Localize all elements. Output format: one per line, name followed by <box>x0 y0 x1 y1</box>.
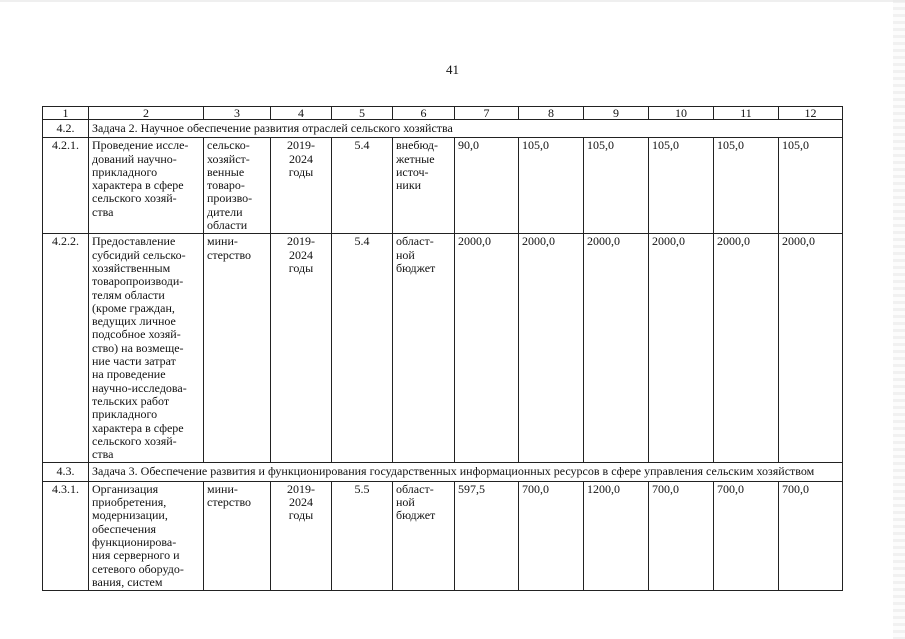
table-row <box>43 481 843 590</box>
column-number: 10 <box>649 107 714 120</box>
column-number: 1 <box>43 107 89 120</box>
scan-right-edge <box>893 0 905 639</box>
value-cell: 105,0 <box>649 138 714 234</box>
task-row <box>43 463 843 481</box>
executor: мини- стерство <box>204 481 271 590</box>
task-title: Задача 3. Обеспечение развития и функционирования государственных информационных ресурсов в сфере управления сельским хозяйством <box>89 463 843 481</box>
funding-source: внебюд- жетные источ- ники <box>393 138 455 234</box>
value-cell: 700,0 <box>779 481 843 590</box>
column-number: 11 <box>714 107 779 120</box>
value-cell: 1200,0 <box>584 481 649 590</box>
period: 2019- 2024 годы <box>271 138 332 234</box>
executor: сельско- хозяйст- венные товаро- произво- дители области <box>204 138 271 234</box>
row-number: 4.2. <box>43 120 89 138</box>
column-number: 6 <box>393 107 455 120</box>
measure-name: Организация приобретения, модернизации, обеспечения функционирова- ния серверного и сетевого оборудо- вания, систем <box>89 481 204 590</box>
column-number: 5 <box>332 107 393 120</box>
task-title: Задача 2. Научное обеспечение развития отраслей сельского хозяйства <box>89 120 843 138</box>
measure-name: Предоставление субсидий сельско- хозяйственным товаропроизводи- телям области (кроме граждан, ведущих личное подсобное хозяй- ство) на возмеще- ние части затрат на проведение научно-исследова- тельских работ прикладного характера в сфере сельского хозяй- ства <box>89 234 204 463</box>
value-cell: 105,0 <box>779 138 843 234</box>
value-cell: 90,0 <box>455 138 519 234</box>
table-row <box>43 138 843 234</box>
column-number: 12 <box>779 107 843 120</box>
task-row <box>43 120 843 138</box>
measure-name: Проведение иссле- дований научно- прикладного характера в сфере сельского хозяй- ства <box>89 138 204 234</box>
column-number: 8 <box>519 107 584 120</box>
indicator-code: 5.4 <box>332 138 393 234</box>
row-number: 4.2.2. <box>43 234 89 463</box>
column-number-row <box>43 107 843 120</box>
column-number: 2 <box>89 107 204 120</box>
period: 2019- 2024 годы <box>271 234 332 463</box>
value-cell: 105,0 <box>584 138 649 234</box>
value-cell: 597,5 <box>455 481 519 590</box>
value-cell: 700,0 <box>714 481 779 590</box>
value-cell: 700,0 <box>519 481 584 590</box>
period: 2019- 2024 годы <box>271 481 332 590</box>
program-table <box>42 106 843 591</box>
page-number: 41 <box>446 62 459 77</box>
column-number: 7 <box>455 107 519 120</box>
table-row <box>43 234 843 463</box>
column-number: 3 <box>204 107 271 120</box>
column-number: 4 <box>271 107 332 120</box>
executor: мини- стерство <box>204 234 271 463</box>
column-number: 9 <box>584 107 649 120</box>
value-cell: 2000,0 <box>649 234 714 463</box>
funding-source: област- ной бюджет <box>393 234 455 463</box>
value-cell: 2000,0 <box>584 234 649 463</box>
funding-source: област- ной бюджет <box>393 481 455 590</box>
value-cell: 2000,0 <box>714 234 779 463</box>
value-cell: 2000,0 <box>779 234 843 463</box>
row-number: 4.3.1. <box>43 481 89 590</box>
row-number: 4.2.1. <box>43 138 89 234</box>
value-cell: 700,0 <box>649 481 714 590</box>
value-cell: 105,0 <box>714 138 779 234</box>
value-cell: 2000,0 <box>519 234 584 463</box>
value-cell: 105,0 <box>519 138 584 234</box>
indicator-code: 5.4 <box>332 234 393 463</box>
value-cell: 2000,0 <box>455 234 519 463</box>
row-number: 4.3. <box>43 463 89 481</box>
scan-top-edge <box>0 0 905 2</box>
indicator-code: 5.5 <box>332 481 393 590</box>
